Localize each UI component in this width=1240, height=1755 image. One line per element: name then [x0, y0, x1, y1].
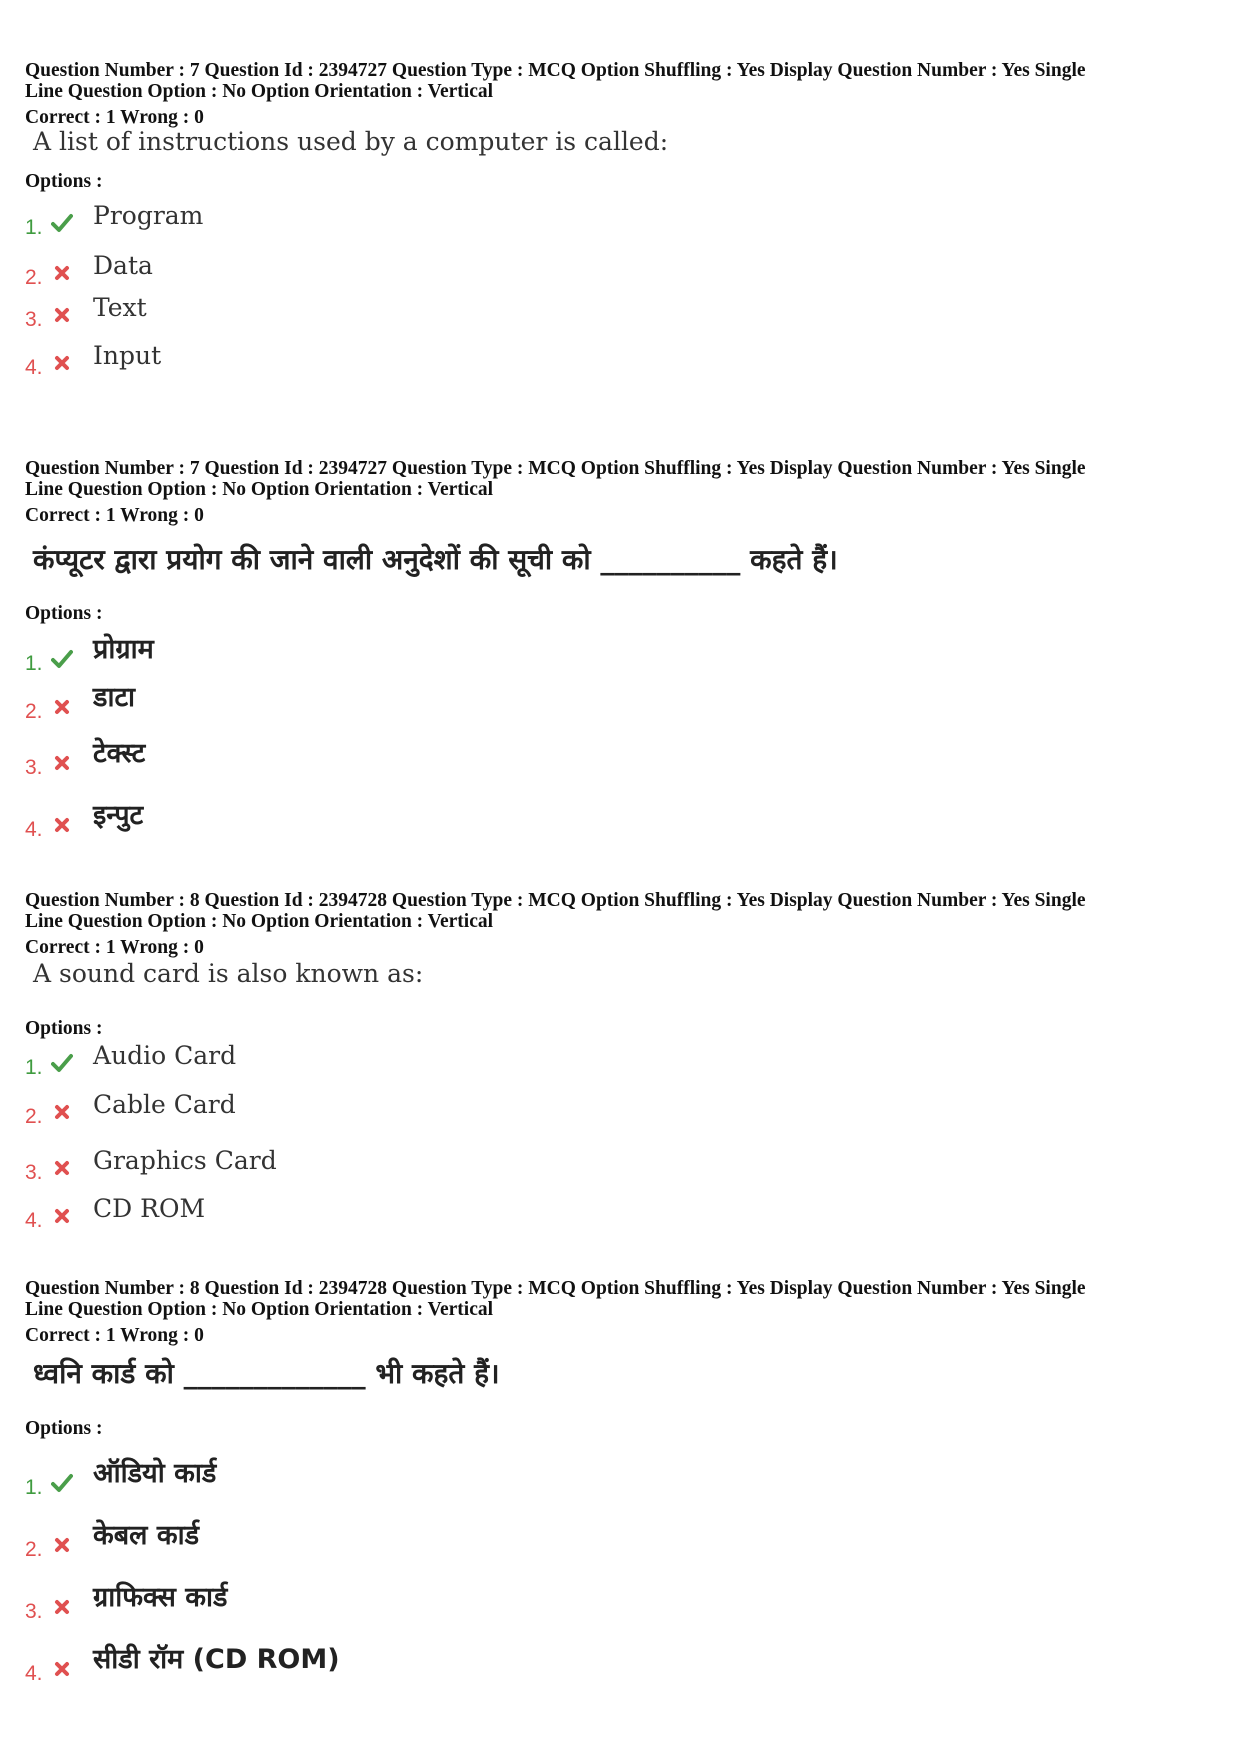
cross-icon — [51, 696, 73, 718]
question-block — [25, 458, 1220, 526]
option-label: Audio Card — [93, 1041, 237, 1070]
question-metadata — [25, 1278, 1220, 1320]
cross-icon — [51, 1101, 73, 1123]
question-metadata — [25, 60, 1220, 102]
option-label: CD ROM — [93, 1194, 206, 1223]
option-item — [25, 1452, 825, 1500]
metadata-line: Question Number : 8 Question Id : 2394728 Question Type : MCQ Option Shuffling : Yes Display Question Number : Yes Single — [25, 1278, 1086, 1299]
cross-icon — [51, 814, 73, 836]
cross-icon — [51, 352, 73, 374]
options-label: Options : — [25, 171, 103, 192]
marking-scheme: Correct : 1 Wrong : 0 — [25, 937, 204, 958]
cross-icon — [51, 304, 73, 326]
option-number: 2. — [25, 1538, 43, 1561]
option-label: सीडी रॉम (CD ROM) — [93, 1644, 340, 1675]
option-number: 2. — [25, 700, 43, 723]
option-number: 1. — [25, 216, 43, 239]
marking-scheme: Correct : 1 Wrong : 0 — [25, 505, 204, 526]
option-item — [25, 192, 825, 240]
cross-icon — [51, 262, 73, 284]
option-item — [25, 732, 825, 780]
option-number: 2. — [25, 1105, 43, 1128]
option-label: ऑडियो कार्ड — [93, 1458, 217, 1489]
question-metadata — [25, 458, 1220, 500]
check-icon — [51, 1052, 73, 1074]
option-number: 1. — [25, 1056, 43, 1079]
options-list — [25, 1452, 1220, 1692]
option-label: Text — [93, 293, 147, 322]
option-number: 2. — [25, 266, 43, 289]
option-number: 4. — [25, 1662, 43, 1685]
option-item — [25, 1032, 825, 1080]
options-label: Options : — [25, 1018, 103, 1039]
options-list — [25, 628, 1220, 848]
option-label: केबल कार्ड — [93, 1520, 200, 1551]
option-label: डाटा — [93, 682, 136, 713]
options-label: Options : — [25, 1418, 103, 1439]
question-block — [25, 890, 1220, 958]
option-label: इन्पुट — [93, 800, 144, 831]
cross-icon — [51, 1534, 73, 1556]
question-metadata — [25, 890, 1220, 932]
metadata-line: Line Question Option : No Option Orientation : Vertical — [25, 1299, 494, 1320]
option-item — [25, 1576, 825, 1624]
options-list — [25, 192, 1220, 379]
option-number: 1. — [25, 652, 43, 675]
options-list — [25, 1032, 1220, 1232]
option-item — [25, 1514, 825, 1562]
option-item — [25, 332, 825, 380]
option-item — [25, 284, 825, 332]
option-number: 3. — [25, 1600, 43, 1623]
option-number: 4. — [25, 1209, 43, 1232]
option-item — [25, 676, 825, 724]
check-icon — [51, 1472, 73, 1494]
question-text: A sound card is also known as: — [33, 959, 424, 988]
check-icon — [51, 212, 73, 234]
option-item — [25, 794, 825, 842]
option-number: 3. — [25, 756, 43, 779]
option-item — [25, 1137, 825, 1185]
marking-scheme: Correct : 1 Wrong : 0 — [25, 1325, 204, 1346]
cross-icon — [51, 1205, 73, 1227]
cross-icon — [51, 1596, 73, 1618]
question-text: A list of instructions used by a computer is called: — [33, 127, 669, 156]
metadata-line: Question Number : 7 Question Id : 2394727 Question Type : MCQ Option Shuffling : Yes Display Question Number : Yes Single — [25, 60, 1086, 81]
option-item — [25, 1638, 825, 1686]
cross-icon — [51, 1157, 73, 1179]
option-number: 1. — [25, 1476, 43, 1499]
question-block — [25, 1278, 1220, 1346]
option-label: प्रोग्राम — [93, 634, 154, 665]
metadata-line: Line Question Option : No Option Orientation : Vertical — [25, 81, 494, 102]
question-block — [25, 60, 1220, 128]
option-label: Program — [93, 201, 204, 230]
question-text: कंप्यूटर द्वारा प्रयोग की जाने वाली अनुदेशों की सूची को __________ कहते हैं। — [33, 543, 838, 576]
option-label: Data — [93, 251, 153, 280]
metadata-line: Line Question Option : No Option Orientation : Vertical — [25, 911, 494, 932]
metadata-line: Question Number : 7 Question Id : 2394727 Question Type : MCQ Option Shuffling : Yes Display Question Number : Yes Single — [25, 458, 1086, 479]
option-item — [25, 1081, 825, 1129]
metadata-line: Line Question Option : No Option Orientation : Vertical — [25, 479, 494, 500]
cross-icon — [51, 752, 73, 774]
option-item — [25, 628, 825, 676]
cross-icon — [51, 1658, 73, 1680]
option-label: Graphics Card — [93, 1146, 277, 1175]
option-number: 4. — [25, 818, 43, 841]
options-label: Options : — [25, 603, 103, 624]
option-item — [25, 242, 825, 290]
question-text: ध्वनि कार्ड को _____________ भी कहते हैं। — [33, 1357, 500, 1390]
option-label: ग्राफिक्स कार्ड — [93, 1582, 228, 1613]
option-number: 3. — [25, 308, 43, 331]
option-label: Cable Card — [93, 1090, 236, 1119]
check-icon — [51, 648, 73, 670]
option-item — [25, 1185, 825, 1233]
option-label: टेक्स्ट — [93, 738, 146, 769]
marking-scheme: Correct : 1 Wrong : 0 — [25, 107, 204, 128]
metadata-line: Question Number : 8 Question Id : 2394728 Question Type : MCQ Option Shuffling : Yes Display Question Number : Yes Single — [25, 890, 1086, 911]
option-number: 3. — [25, 1161, 43, 1184]
option-label: Input — [93, 341, 162, 370]
option-number: 4. — [25, 356, 43, 379]
